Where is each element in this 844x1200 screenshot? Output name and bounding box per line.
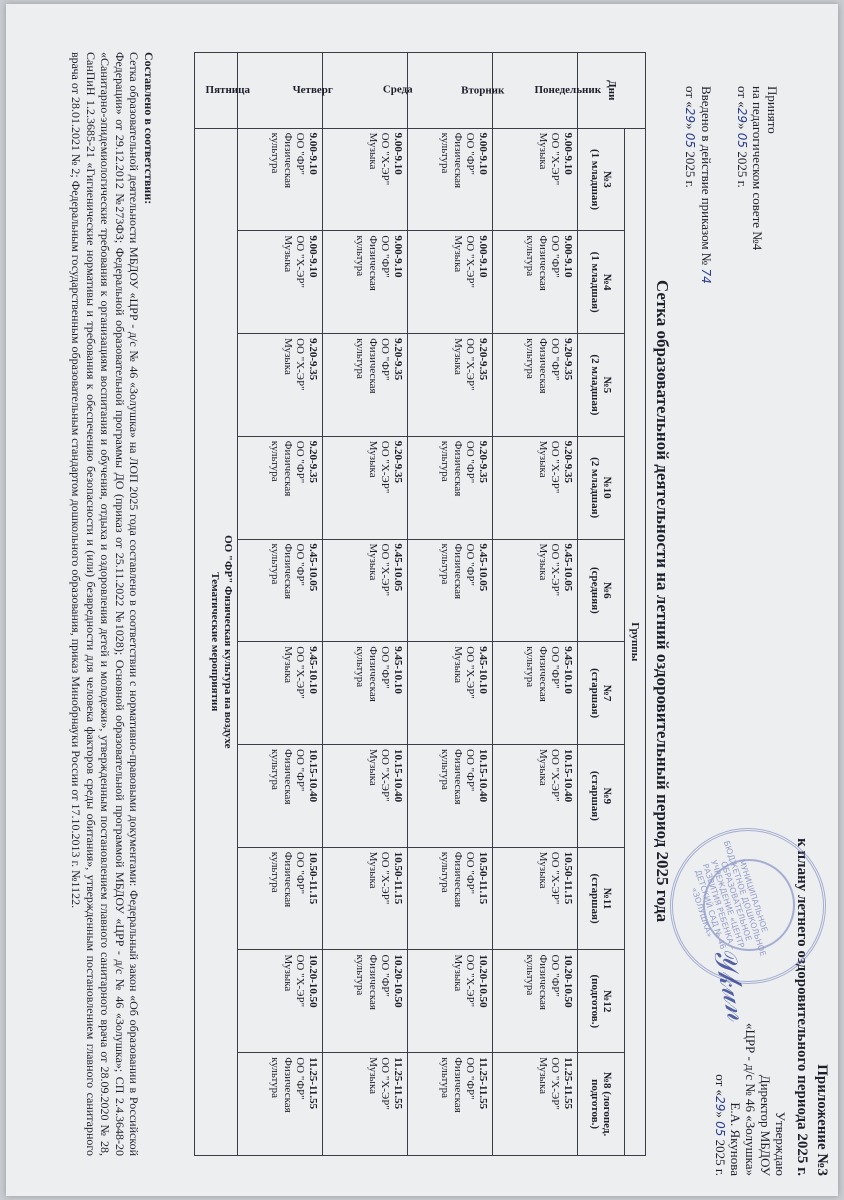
cell-time: 9.00-9.10 (307, 235, 319, 278)
group-age: (старшая) (589, 873, 601, 924)
director-signature: 𝒴𝓀𝓊𝓃 (705, 943, 756, 1024)
day-label: Вторник (461, 84, 505, 97)
schedule-cell (408, 1053, 493, 1156)
cell-activity: Музыка (537, 1057, 549, 1095)
accepted-date-prefix: от « (735, 86, 750, 108)
days-header: Дни (578, 53, 646, 129)
cell-area: ОО "ФР" (464, 851, 477, 895)
schedule-cell (238, 539, 323, 642)
cell-area: ОО "Х-ЭР" (379, 543, 392, 597)
cell-activity: Музыка (367, 440, 379, 478)
enacted-date-day: 29 (683, 107, 697, 124)
group-column-header (578, 1053, 625, 1156)
cell-area: ОО "ФР" (294, 132, 307, 176)
cell-activity: Музыка (537, 132, 549, 170)
group-number: №5 (601, 376, 614, 394)
accepted-date-mid: » (735, 123, 750, 130)
schedule-cell (493, 231, 578, 334)
schedule-cell (238, 1053, 323, 1156)
cell-area: ОО "ФР" (294, 851, 307, 895)
cell-area: ОО "Х-ЭР" (549, 132, 562, 186)
cell-activity: Физическая культура (524, 338, 549, 394)
schedule-cell (408, 950, 493, 1053)
cell-time: 9.20-9.35 (307, 440, 319, 483)
cell-activity: Физическая культура (524, 646, 549, 702)
enacted-date-mid: » (683, 123, 698, 130)
enacted-date (682, 86, 698, 284)
cell-activity: Физическая культура (524, 235, 549, 291)
schedule-cell (493, 334, 578, 437)
cell-activity: Физическая культура (269, 1057, 294, 1113)
enacted-number: 74 (699, 268, 713, 284)
cell-area: ОО "Х-ЭР" (379, 749, 392, 802)
cell-area: ОО "Х-ЭР" (379, 851, 392, 905)
cell-area: ОО "Х-ЭР" (464, 338, 477, 391)
cell-area: ОО "Х-ЭР" (379, 440, 392, 494)
cell-time: 9.45-10.10 (307, 646, 319, 694)
approved-position: Директор МБДОУ (758, 1074, 773, 1176)
enacted-order (698, 86, 714, 284)
group-age: (2 младшая) (589, 457, 601, 519)
day-label: Четверг (292, 84, 333, 97)
cell-activity: Музыка (452, 338, 464, 375)
cell-area: ОО "Х-ЭР" (294, 235, 307, 288)
cell-activity: Музыка (367, 543, 379, 581)
cell-time: 9.45-10.05 (307, 543, 319, 592)
cell-activity: Физическая культура (439, 1057, 464, 1113)
cell-activity: Физическая культура (439, 749, 464, 805)
cell-area: ОО "ФР" (294, 543, 307, 586)
cell-time: 9.20-9.35 (392, 338, 404, 381)
enacted-date-suffix: 2025 г. (683, 151, 698, 188)
cell-area: ОО "Х-ЭР" (379, 1057, 392, 1110)
cell-activity: Физическая культура (269, 749, 294, 805)
friday-activity-cell (195, 128, 238, 1155)
schedule-cell (323, 847, 408, 950)
cell-time: 11.25-11.55 (307, 1057, 319, 1110)
cell-activity: Музыка (282, 235, 294, 273)
cell-area: ОО "Х-ЭР" (549, 851, 562, 905)
group-column-header (578, 642, 625, 745)
accepted-block (734, 86, 780, 250)
cell-area: ОО "ФР" (549, 646, 562, 689)
approved-date-prefix: от « (713, 1074, 728, 1097)
schedule-cell (493, 950, 578, 1053)
cell-area: ОО "ФР" (549, 338, 562, 381)
group-number: №12 (601, 990, 614, 1013)
cell-time: 10.20-10.50 (562, 954, 574, 1008)
cell-activity: Музыка (282, 646, 294, 684)
cell-time: 10.15-10.40 (562, 749, 574, 803)
cell-activity: Музыка (367, 132, 379, 170)
group-column-header (578, 334, 625, 437)
table-row (238, 53, 323, 1156)
approved-date (712, 886, 728, 1176)
enacted-block (682, 86, 714, 284)
enacted-label: Введено в действие приказом № (699, 86, 714, 266)
day-cell (493, 53, 602, 129)
cell-activity: Физическая культура (439, 543, 464, 600)
cell-area: ОО "Х-ЭР" (294, 954, 307, 1008)
cell-time: 9.00-9.10 (562, 132, 574, 175)
day-label: Понедельник (534, 84, 602, 97)
schedule-cell (323, 642, 408, 745)
group-number: №11 (601, 887, 614, 910)
group-number: №3 (601, 171, 614, 188)
group-age: (2 младшая) (589, 354, 601, 416)
schedule-cell (408, 334, 493, 437)
schedule-cell (323, 231, 408, 334)
cell-time: 9.00-9.10 (562, 235, 574, 278)
cell-time: 9.20-9.35 (562, 440, 574, 483)
group-number: №9 (601, 787, 614, 805)
enacted-date-month: 05 (683, 132, 697, 149)
cell-activity: Музыка (367, 851, 379, 889)
schedule-cell (238, 642, 323, 745)
cell-time: 10.20-10.50 (392, 954, 404, 1008)
group-column-header (578, 745, 625, 848)
cell-activity: Музыка (452, 646, 464, 684)
cell-activity: Музыка (367, 1057, 379, 1095)
cell-activity: Физическая культура (354, 954, 379, 1010)
group-number: №8 (логопед. (601, 1071, 614, 1137)
cell-time: 9.45-10.05 (562, 543, 574, 592)
cell-activity: Музыка (537, 851, 549, 889)
cell-activity: Музыка (282, 338, 294, 375)
group-column-header (578, 847, 625, 950)
table-row (408, 53, 493, 1156)
schedule-cell (323, 334, 408, 437)
accepted-date (734, 86, 750, 250)
schedule-cell (493, 847, 578, 950)
group-column-header (578, 231, 625, 334)
day-cell (323, 53, 413, 129)
seal-text: МУНИЦИПАЛЬНОЕ БЮДЖЕТНОЕ ДОШКОЛЬНОЕ ОБРАЗОВАТЕЛЬНОЕ УЧРЕЖДЕНИЕ «ЦЕНТР РАЗВИТИЯ РЕБЕНКА – ДЕТСКИЙ САД № 46 «ЗОЛУШКА» (689, 839, 770, 958)
accepted-date-day: 29 (735, 107, 749, 124)
group-age: (1 младшая) (589, 148, 601, 210)
cell-area: ОО "Х-ЭР" (464, 646, 477, 699)
document-page (6, 4, 838, 1196)
schedule-cell (408, 642, 493, 745)
schedule-cell (493, 128, 578, 231)
schedule-cell (323, 128, 408, 231)
cell-activity: Музыка (452, 235, 464, 273)
cell-area: ОО "Х-ЭР" (549, 440, 562, 494)
cell-activity: Музыка (537, 749, 549, 786)
cell-time: 10.20-10.50 (307, 954, 319, 1008)
schedule-cell (238, 334, 323, 437)
cell-area: ОО "ФР" (464, 543, 477, 586)
groups-header: Группы (625, 128, 646, 1155)
cell-activity: Физическая культура (269, 440, 294, 497)
cell-time: 10.50-11.15 (307, 851, 319, 905)
cell-area: ОО "ФР" (294, 1057, 307, 1100)
cell-time: 9.20-9.35 (477, 338, 489, 381)
cell-activity: Физическая культура (269, 543, 294, 600)
approved-date-day: 29 (713, 1096, 727, 1112)
cell-time: 10.15-10.40 (477, 749, 489, 803)
cell-activity: Музыка (452, 954, 464, 992)
friday-outdoor-pe: ОО "ФР" Физическая культура на воздухе (222, 535, 234, 749)
group-age: (подготов.) (589, 974, 601, 1029)
schedule-cell (493, 745, 578, 848)
approval-block (712, 886, 788, 1176)
cell-area: ОО "ФР" (464, 749, 477, 792)
cell-activity: Физическая культура (524, 954, 549, 1010)
schedule-cell (493, 1053, 578, 1156)
accepted-label: Принято (765, 86, 780, 134)
cell-activity: Физическая культура (354, 235, 379, 291)
cell-activity: Музыка (282, 954, 294, 992)
cell-time: 10.20-10.50 (477, 954, 489, 1008)
schedule-cell (238, 745, 323, 848)
cell-area: ОО "ФР" (549, 235, 562, 278)
approved-date-month: 05 (713, 1121, 727, 1137)
cell-area: ОО "ФР" (464, 1057, 477, 1100)
rotated-landscape-sheet (12, 16, 832, 1186)
cell-area: ОО "Х-ЭР" (464, 954, 477, 1008)
accepted-date-suffix: 2025 г. (735, 151, 750, 188)
day-cell (195, 53, 250, 129)
cell-activity: Музыка (537, 440, 549, 478)
schedule-cell (323, 950, 408, 1053)
cell-area: ОО "Х-ЭР" (549, 1057, 562, 1110)
accepted-date-month: 05 (735, 132, 749, 149)
schedule-cell (408, 231, 493, 334)
schedule-cell (408, 128, 493, 231)
table-row (493, 53, 578, 1156)
table-row (323, 53, 408, 1156)
day-label: Среда (382, 84, 413, 97)
cell-area: ОО "ФР" (379, 646, 392, 689)
cell-area: ОО "ФР" (464, 440, 477, 484)
enacted-date-prefix: от « (683, 86, 698, 108)
schedule-cell (408, 436, 493, 539)
cell-time: 9.20-9.35 (562, 338, 574, 381)
schedule-cell (323, 436, 408, 539)
cell-activity: Физическая культура (269, 851, 294, 908)
group-number: №6 (601, 582, 614, 599)
schedule-cell (238, 847, 323, 950)
cell-time: 9.45-10.10 (562, 646, 574, 694)
cell-time: 10.50-11.15 (477, 851, 489, 905)
cell-area: ОО "ФР" (464, 132, 477, 176)
cell-activity: Физическая культура (354, 646, 379, 702)
schedule-cell (238, 231, 323, 334)
friday-thematic-events: Тематические мероприятия (209, 572, 222, 712)
schedule-cell (493, 436, 578, 539)
cell-area: ОО "Х-ЭР" (549, 749, 562, 802)
cell-time: 9.45-10.05 (392, 543, 404, 592)
group-column-header (578, 950, 625, 1053)
group-number: №10 (601, 476, 614, 499)
schedule-cell (323, 1053, 408, 1156)
cell-time: 9.00-9.10 (392, 132, 404, 175)
friday-row (195, 53, 238, 1156)
group-column-header (578, 539, 625, 642)
cell-activity: Музыка (367, 749, 379, 786)
cell-time: 11.25-11.55 (477, 1057, 489, 1110)
cell-area: ОО "ФР" (294, 440, 307, 484)
group-age: подготов.) (589, 1079, 601, 1130)
cell-area: ОО "ФР" (379, 338, 392, 381)
cell-activity: Физическая культура (439, 440, 464, 497)
schedule-cell (408, 847, 493, 950)
schedule-cell (408, 539, 493, 642)
schedule-cell (408, 745, 493, 848)
cell-area: ОО "Х-ЭР" (464, 235, 477, 288)
cell-area: ОО "Х-ЭР" (379, 132, 392, 186)
group-age: (1 младшая) (589, 251, 601, 313)
cell-time: 9.45-10.05 (477, 543, 489, 592)
cell-time: 9.00-9.10 (477, 235, 489, 278)
group-number: №4 (601, 273, 614, 291)
day-label: Пятница (205, 84, 250, 97)
cell-time: 10.15-10.40 (392, 749, 404, 803)
approved-date-mid: » (713, 1111, 728, 1118)
approved-org: «ЦРР - д/с № 46 «Золушка» (743, 1022, 758, 1176)
schedule-cell (238, 436, 323, 539)
schedule-title: Сетка образовательной деятельности на летний оздоровительный период 2025 года (653, 279, 672, 923)
schedule-cell (238, 950, 323, 1053)
schedule-cell (323, 745, 408, 848)
cell-area: ОО "ФР" (294, 749, 307, 792)
schedule-table (194, 52, 646, 1156)
cell-time: 10.50-11.15 (562, 851, 574, 905)
cell-time: 9.20-9.35 (307, 338, 319, 381)
approved-label: Утверждаю (773, 1111, 788, 1176)
appendix-title: Приложение №3 (814, 1064, 830, 1176)
cell-activity: Физическая культура (269, 132, 294, 189)
cell-time: 10.50-11.15 (392, 851, 404, 905)
cell-time: 10.15-10.40 (307, 749, 319, 803)
cell-time: 9.45-10.10 (392, 646, 404, 694)
cell-time: 9.00-9.10 (392, 235, 404, 278)
cell-time: 9.20-9.35 (392, 440, 404, 483)
cell-activity: Физическая культура (354, 338, 379, 394)
group-age: (старшая) (589, 668, 601, 719)
cell-time: 9.00-9.10 (477, 132, 489, 175)
schedule-cell (323, 539, 408, 642)
basis-title: Составлено в соответствии: (142, 52, 156, 205)
cell-area: ОО "ФР" (549, 954, 562, 997)
cell-time: 11.25-11.55 (392, 1057, 404, 1110)
cell-activity: Музыка (537, 543, 549, 581)
cell-area: ОО "ФР" (379, 235, 392, 278)
approved-date-suffix: 2025 г. (713, 1139, 728, 1176)
schedule-cell (493, 642, 578, 745)
day-cell (408, 53, 505, 129)
day-cell (238, 53, 333, 129)
group-age: (средняя) (589, 566, 601, 614)
approved-name: Е.А. Якунова (728, 1102, 743, 1176)
group-number: №7 (601, 684, 614, 702)
cell-area: ОО "Х-ЭР" (294, 338, 307, 391)
accepted-council: на педагогическом совете №4 (750, 86, 765, 251)
cell-time: 11.25-11.55 (562, 1057, 574, 1110)
cell-activity: Физическая культура (439, 132, 464, 189)
schedule-cell (493, 539, 578, 642)
group-age: (старшая) (589, 770, 601, 821)
cell-activity: Физическая культура (439, 851, 464, 908)
group-column-header (578, 128, 625, 231)
cell-area: ОО "ФР" (379, 954, 392, 997)
schedule-cell (238, 128, 323, 231)
group-columns-row (578, 53, 625, 1156)
cell-time: 9.00-9.10 (307, 132, 319, 175)
basis-text: Сетка образовательной деятельности МБДОУ «ЦРР - д/с № 46 «Золушка» на ЛОП 2025 года составлено в соответствии с нормативно-правовыми документами: Федеральный закон «Об образовании в Российской Федерации» от 29.12.2012 №273ФЗ; Федеральной образовательной программы ДО (приказ от 25.11.2022 №1028); Основной образовательной программой МБДОУ «ЦРР - д/с № 46 «Золушка»; СП 2.4.3648-20 «Санитарно-эпидемиологические требования к организациям воспитания и обучения, отдыха и оздоровления детей и молодежи», утвержденным постановлением главного санитарного врача от 28.09.2020 № 28, СанПиН 1.2.3685-21 «Гигиенические нормативы и требования к обеспечению безопасности и (или) безвредности для человека факторов среды обитания», утвержденным постановлением главного санитарного врача от 28.01.2021 № 2; Федеральным государственным образовательным стандартом дошкольного образования, приказ Минобрнауки России от 17.10.2013 г. №1122. (69, 52, 142, 1156)
basis-section (69, 52, 156, 1156)
cell-time: 9.45-10.10 (477, 646, 489, 694)
cell-area: ОО "Х-ЭР" (549, 543, 562, 597)
cell-area: ОО "Х-ЭР" (294, 646, 307, 699)
cell-time: 9.20-9.35 (477, 440, 489, 483)
group-column-header (578, 436, 625, 539)
appendix-subtitle: к плану летнего оздоровительного периода 2025 г. (794, 838, 810, 1176)
